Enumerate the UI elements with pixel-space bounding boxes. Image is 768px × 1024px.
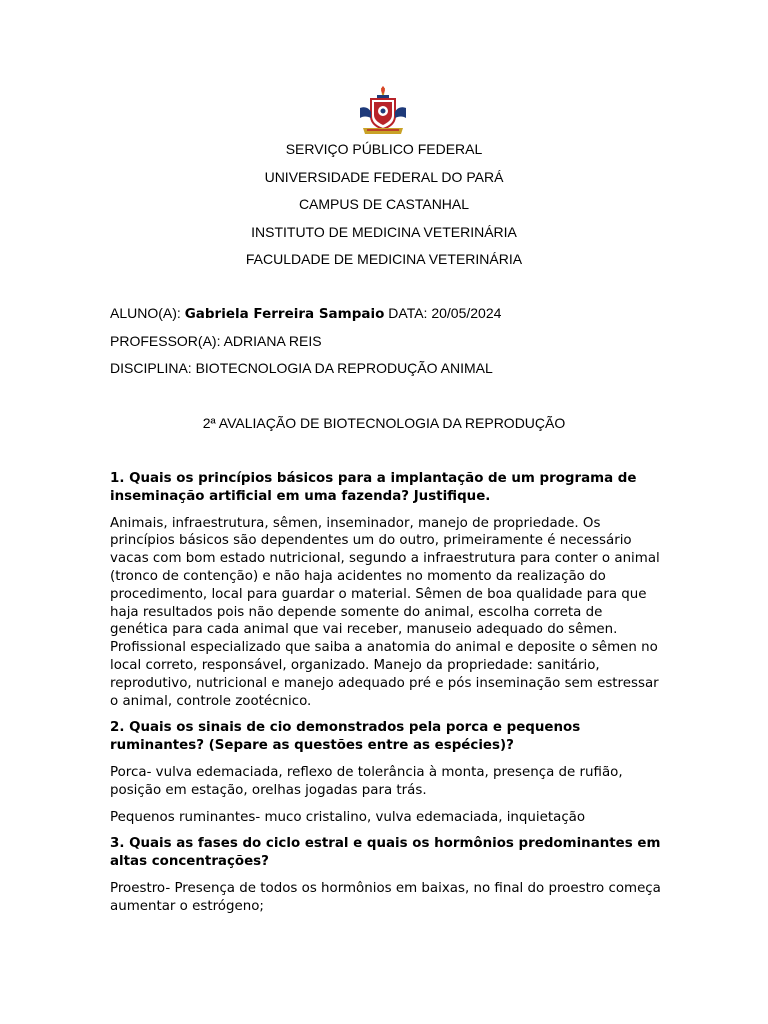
answer-1: Animais, infraestrutura, sêmen, inseminador, manejo de propriedade. Os princípios básicos são dependentes um do outro, primeiramente é necessário vacas com bom estado nutricional, segundo a infraestrutura para conter o animal (tronco de contenção) e não haja acidentes no momento da realização do procedimento, local para guardar o material. Sêmen de boa qualidade para que haja resultados pois não depende somente do animal, escolha correta de genética para cada animal que vai receber, manuseio adequado do sêmen. Profissional especializado que saiba a anatomia do animal e deposite o sêmen no local correto, responsável, organizado. Manejo da propriedade: sanitário, reprodutivo, nutricional e manejo adequado pré e pós inseminação sem estressar o animal, controle zootécnico. [110, 515, 660, 709]
answer-3-proestro: Proestro- Presença de todos os hormônios em baixas, no final do proestro começa aumentar o estrógeno; [110, 880, 661, 914]
student-line [110, 304, 670, 332]
exam-title: 2ª AVALIAÇÃO DE BIOTECNOLOGIA DA REPRODUÇÃO [202, 415, 566, 431]
header-line-university: UNIVERSIDADE FEDERAL DO PARÁ [264, 168, 504, 185]
student-label: ALUNO(A): [110, 305, 185, 321]
answer-2-porca: Porca- vulva edemaciada, reflexo de tolerância à monta, presença de rufião, posição em estação, orelhas jogadas para trás. [110, 764, 623, 798]
discipline-line: DISCIPLINA: BIOTECNOLOGIA DA REPRODUÇÃO ANIMAL [110, 360, 493, 376]
question-2: 2. Quais os sinais de cio demonstrados pela porca e pequenos ruminantes? (Separe as questões entre as espécies)? [110, 720, 581, 754]
question-3: 3. Quais as fases do ciclo estral e quais os hormônios predominantes em altas concentrações? [110, 836, 661, 870]
answer-2-ruminantes: Pequenos ruminantes- muco cristalino, vulva edemaciada, inquietação [110, 809, 586, 825]
header-line-institute: INSTITUTO DE MEDICINA VETERINÁRIA [251, 223, 517, 240]
header-line-service: SERVIÇO PÚBLICO FEDERAL [285, 141, 483, 157]
student-info [110, 304, 670, 387]
university-crest-logo [357, 86, 409, 138]
professor-line: PROFESSOR(A): ADRIANA REIS [110, 332, 322, 349]
header-line-faculty: FACULDADE DE MEDICINA VETERINÁRIA [245, 251, 523, 267]
student-name: Gabriela Ferreira Sampaio [184, 306, 385, 322]
header-line-campus: CAMPUS DE CASTANHAL [298, 196, 470, 212]
questions-section [110, 470, 662, 925]
date-text: DATA: 20/05/2024 [384, 305, 502, 321]
institution-header [0, 139, 768, 277]
question-1: 1. Quais os princípios básicos para a implantação de um programa de inseminação artificial em uma fazenda? Justifique. [110, 471, 637, 504]
